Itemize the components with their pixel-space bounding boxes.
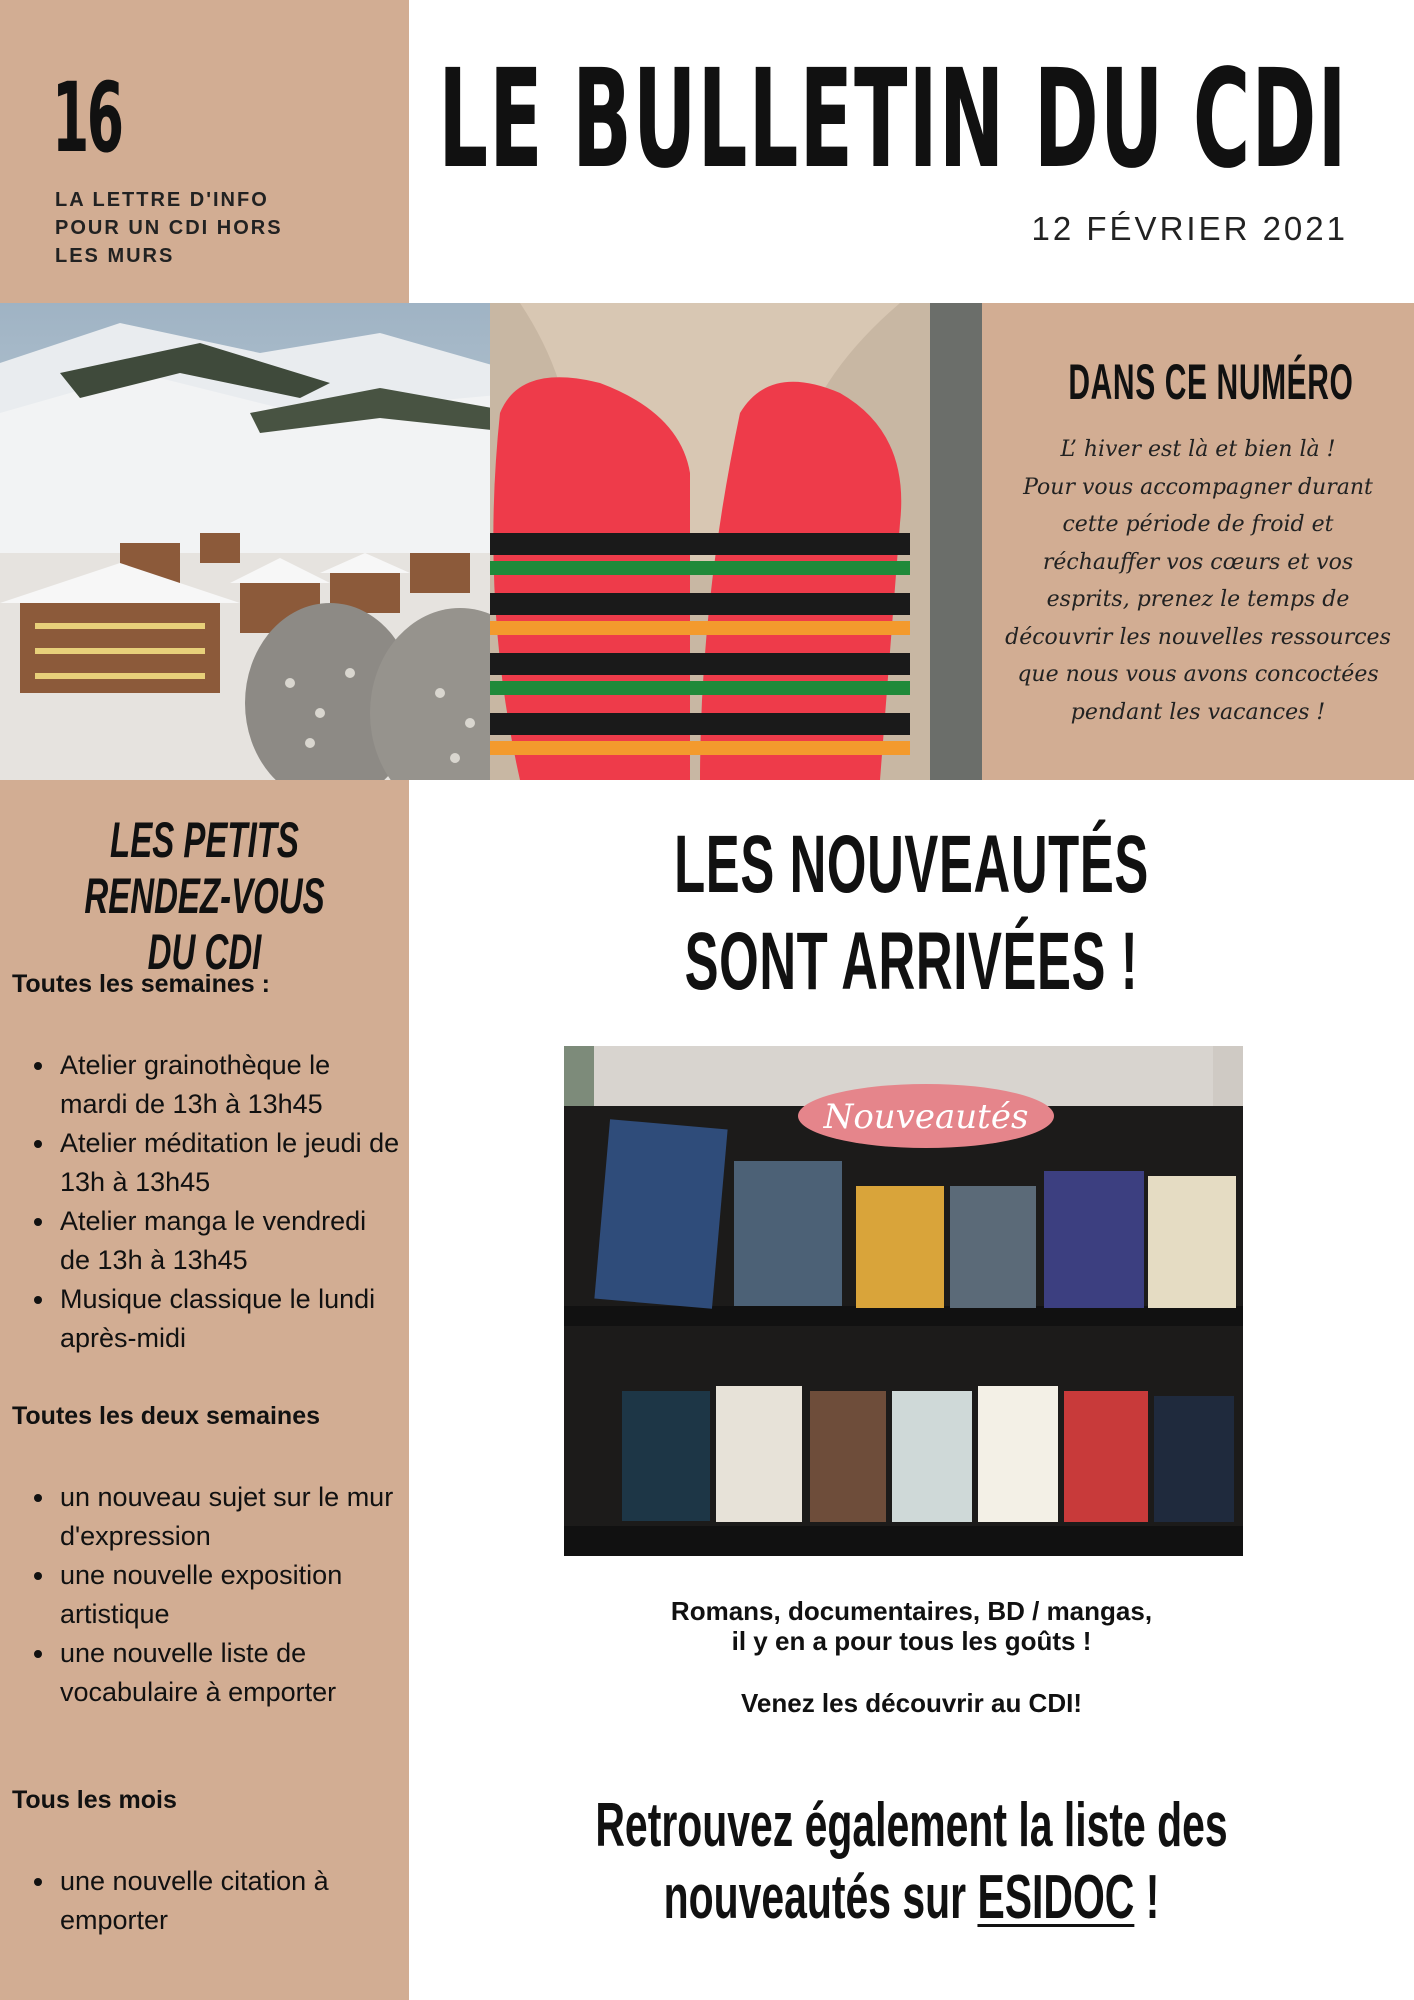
issue-tagline: [55, 186, 355, 270]
in-this-issue-text: [994, 431, 1402, 731]
biweekly-list: [60, 1478, 400, 1712]
tagline-line: POUR UN CDI HORS: [55, 217, 283, 239]
monthly-list: [60, 1862, 400, 1940]
intro-line: L’ hiver est là et bien là !: [1060, 437, 1336, 462]
tagline-line: LA LETTRE D'INFO: [55, 189, 269, 211]
intro-line: pendant les vacances !: [1070, 699, 1326, 725]
tagline-line: LES MURS: [55, 245, 175, 267]
events-title: [70, 812, 340, 980]
news-caption: [409, 1596, 1414, 1656]
list-item: une nouvelle liste de vocabulaire à emporter: [60, 1634, 400, 1712]
caption-line: Romans, documentaires, BD / mangas,: [670, 1596, 1153, 1626]
news-call-to-action: Venez les découvrir au CDI!: [740, 1688, 1082, 1718]
intro-line: que nous vous avons concoctées: [1017, 662, 1379, 687]
esidoc-line-2: [580, 1862, 1243, 1934]
in-this-issue-box: [982, 303, 1414, 780]
esidoc-link[interactable]: ESIDOC: [977, 1863, 1135, 1932]
page-title: LE BULLETIN DU CDI: [438, 41, 1348, 199]
issue-number: 16: [52, 62, 122, 174]
list-item: Atelier grainothèque le mardi de 13h à 13h45: [60, 1046, 400, 1124]
news-title-line: SONT ARRIVÉES !: [684, 916, 1139, 1007]
list-item: Musique classique le lundi après-midi: [60, 1280, 400, 1358]
events-column: [0, 780, 409, 2000]
esidoc-line-1: Retrouvez également la liste des: [595, 1791, 1228, 1860]
intro-line: réchauffer vos cœurs et vos: [1042, 549, 1354, 575]
in-this-issue-title: DANS CE NUMÉRO: [1068, 354, 1354, 410]
list-item: Atelier méditation le jeudi de 13h à 13h45: [60, 1124, 400, 1202]
events-title-line: LES PETITS: [110, 812, 299, 868]
list-item: une nouvelle exposition artistique: [60, 1556, 400, 1634]
intro-line: découvrir les nouvelles ressources: [1005, 624, 1391, 650]
list-item: une nouvelle citation à emporter: [60, 1862, 400, 1940]
weekly-heading: Toutes les semaines :: [12, 970, 270, 998]
biweekly-heading: Toutes les deux semaines: [12, 1402, 320, 1430]
esidoc-promo: [580, 1790, 1243, 1934]
intro-line: cette période de froid et: [1062, 512, 1334, 537]
weekly-list: [60, 1046, 400, 1358]
list-item: Atelier manga le vendredi de 13h à 13h45: [60, 1202, 400, 1280]
hero-photo-socks: [0, 303, 982, 780]
intro-line: esprits, prenez le temps de: [1046, 587, 1350, 612]
list-item: un nouveau sujet sur le mur d'expression: [60, 1478, 400, 1556]
news-title-line: LES NOUVEAUTÉS: [674, 819, 1149, 910]
new-books-shelf-photo: [564, 1046, 1243, 1556]
intro-line: Pour vous accompagner durant: [1023, 474, 1373, 500]
monthly-heading: Tous les mois: [12, 1786, 177, 1814]
shelf-sign-text: Nouveautés: [823, 1097, 1029, 1137]
issue-box: [0, 0, 409, 303]
caption-line: il y en a pour tous les goûts !: [731, 1626, 1092, 1656]
esidoc-suffix: !: [1134, 1863, 1160, 1932]
events-title-line: RENDEZ-VOUS DU CDI: [84, 868, 325, 980]
esidoc-prefix: nouveautés sur: [663, 1863, 978, 1932]
news-title: [600, 816, 1223, 1010]
issue-date: 12 FÉVRIER 2021: [1031, 210, 1348, 247]
